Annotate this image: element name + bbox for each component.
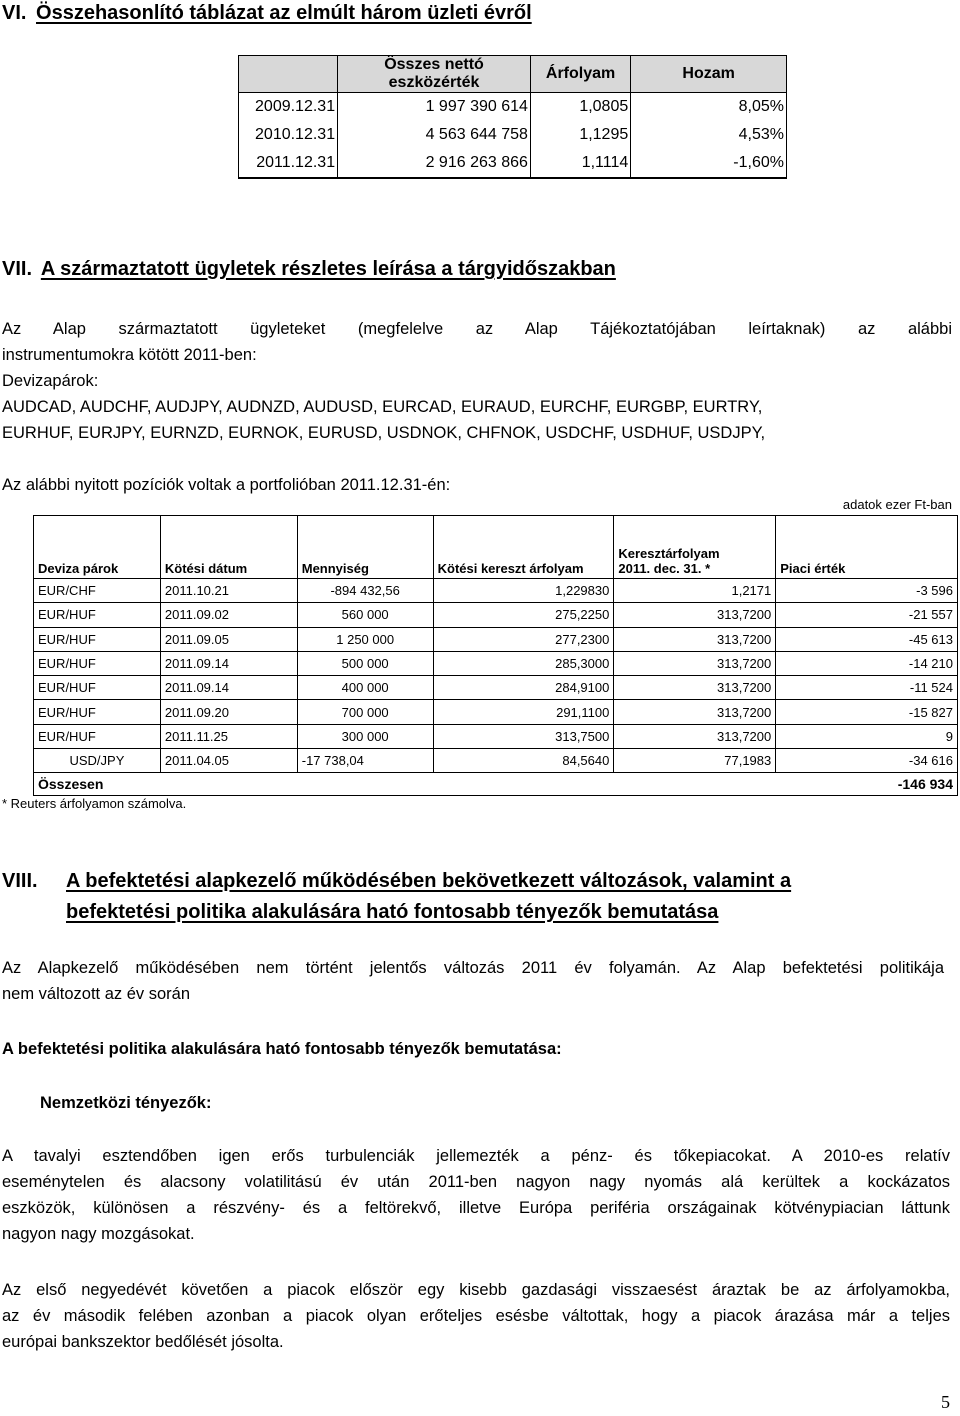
table-row [34, 700, 958, 724]
table-cell: 2011.11.25 [160, 724, 297, 748]
table-cell: 4,53% [631, 121, 787, 149]
table-header-cell: Piaci érték [780, 561, 846, 576]
table-header-cell: Hozam [631, 56, 787, 93]
table-header-cell: Mennyiség [297, 516, 433, 579]
table-cell: 313,7500 [433, 724, 614, 748]
table-cell: 9 [776, 724, 958, 748]
total-row [34, 773, 958, 796]
table-cell: 2011.09.05 [160, 627, 297, 651]
annual-comparison-table [238, 55, 787, 179]
table-cell: 700 000 [297, 700, 433, 724]
currency-pairs-line-2: EURHUF, EURJPY, EURNZD, EURNOK, EURUSD, USDNOK, CHFNOK, USDCHF, USDHUF, USDJPY, [2, 424, 766, 442]
table-cell: -894 432,56 [297, 579, 433, 603]
table-cell: 300 000 [297, 724, 433, 748]
table-cell: 1 250 000 [297, 627, 433, 651]
table-cell: 313,7200 [614, 651, 776, 675]
total-label: Összesen [34, 773, 776, 796]
section-7-para-line-1: Az Alap származtatott ügyleteket (megfelelve az Alap Tájékoztatójában leírtaknak) az alábbi [2, 320, 952, 338]
table-cell: 1 997 390 614 [338, 93, 531, 122]
paragraph-line: eseménytelen és alacsony volatilitású év után 2011-ben nagyon nagy nyomás alá kerültek a kockázatos [2, 1173, 950, 1191]
table-cell: 2011.09.20 [160, 700, 297, 724]
open-positions-table [33, 515, 958, 796]
table-cell: EUR/HUF [34, 700, 161, 724]
section-8-title-line-2: befektetési politika alakulására ható fontosabb tényezők bemutatása [66, 901, 719, 923]
table-cell: -11 524 [776, 676, 958, 700]
table-footnote: * Reuters árfolyamon számolva. [2, 796, 187, 811]
table-cell: 285,3000 [433, 651, 614, 675]
table-cell: 2011.09.14 [160, 651, 297, 675]
table-header-row [34, 516, 958, 579]
section-6-number: VI. [2, 2, 27, 24]
table-row [34, 651, 958, 675]
devizaparok-label: Devizapárok: [2, 372, 99, 390]
section-8-para-1-line-1: Az Alapkezelő működésében nem történt jelentős változás 2011 év folyamán. Az Alap befektetési politikája [2, 959, 944, 977]
table-cell: 2011.04.05 [160, 749, 297, 773]
table-cell: EUR/HUF [34, 676, 161, 700]
table-cell: 2 916 263 866 [338, 149, 531, 178]
subheading: A befektetési politika alakulására ható fontosabb tényezők bemutatása: [2, 1040, 562, 1058]
header-line: Keresztárfolyam [618, 546, 720, 561]
table-cell: 84,5640 [433, 749, 614, 773]
table-cell: 400 000 [297, 676, 433, 700]
table-cell: -17 738,04 [297, 749, 433, 773]
table-row [239, 121, 787, 149]
table-cell: 313,7200 [614, 603, 776, 627]
table-cell: 313,7200 [614, 724, 776, 748]
table-cell: 2011.12.31 [239, 149, 338, 178]
table-cell: 1,229830 [433, 579, 614, 603]
table-cell: 500 000 [297, 651, 433, 675]
section-8-para-1-line-2: nem változott az év során [2, 985, 191, 1003]
table-cell: 291,1100 [433, 700, 614, 724]
table-cell: -15 827 [776, 700, 958, 724]
header-line: 2011. dec. 31. * [618, 561, 711, 576]
table-cell: 2010.12.31 [239, 121, 338, 149]
table-cell: -34 616 [776, 749, 958, 773]
table-cell: -1,60% [631, 149, 787, 178]
currency-pairs-line-1: AUDCAD, AUDCHF, AUDJPY, AUDNZD, AUDUSD, EURCAD, EURAUD, EURCHF, EURGBP, EURTRY, [2, 398, 763, 416]
paragraph-line: nagyon nagy mozgásokat. [2, 1225, 195, 1243]
table-header-cell: Összes nettó eszközérték [338, 56, 531, 93]
table-row [34, 603, 958, 627]
page-number: 5 [941, 1392, 950, 1412]
table-cell: 275,2250 [433, 603, 614, 627]
paragraph-line: Az első negyedévét követően a piacok először egy kisebb gazdasági visszaesést áraztak be az árfolyamokba, [2, 1281, 950, 1299]
table-header-cell: Kötési kereszt árfolyam [433, 516, 614, 579]
paragraph-line: eszközök, különösen a részvény- és a feltörekvő, illetve Európa periféria országainak kötvénypiacian láttunk [2, 1199, 950, 1217]
table-header-cell [239, 56, 338, 93]
table-cell: 1,2171 [614, 579, 776, 603]
table-cell: 4 563 644 758 [338, 121, 531, 149]
table-row [34, 749, 958, 773]
table-row [239, 149, 787, 178]
table-row [34, 579, 958, 603]
table-header-cell [614, 516, 776, 579]
table-cell: 8,05% [631, 93, 787, 122]
table-row [34, 676, 958, 700]
table-cell: -3 596 [776, 579, 958, 603]
table-cell: 1,0805 [530, 93, 630, 122]
table-cell: EUR/HUF [34, 603, 161, 627]
table-cell: -14 210 [776, 651, 958, 675]
table-header-cell: Kötési dátum [160, 516, 297, 579]
table-cell: 560 000 [297, 603, 433, 627]
total-value: -146 934 [776, 773, 958, 796]
table-cell: 284,9100 [433, 676, 614, 700]
open-positions-text: Az alábbi nyitott pozíciók voltak a portfolióban 2011.12.31-én: [2, 476, 451, 494]
table-cell: EUR/HUF [34, 651, 161, 675]
table-cell: 2011.09.14 [160, 676, 297, 700]
table-header-cell: Deviza párok [34, 516, 161, 579]
paragraph-line: A tavalyi esztendőben igen erős turbulenciák jellemezték a pénz- és tőkepiacokat. A 2010-es relatív [2, 1147, 950, 1165]
table-header-cell: Árfolyam [530, 56, 630, 93]
units-note: adatok ezer Ft-ban [842, 497, 952, 512]
table-cell: USD/JPY [34, 749, 161, 773]
table-cell: 2009.12.31 [239, 93, 338, 122]
section-8-title-line-1: A befektetési alapkezelő működésében bekövetkezett változások, valamint a [66, 870, 792, 892]
section-6-heading [2, 2, 532, 25]
table-cell: 313,7200 [614, 676, 776, 700]
section-7-title: A származtatott ügyletek részletes leírása a tárgyidőszakban [40, 258, 616, 280]
table-row [34, 724, 958, 748]
subsubheading: Nemzetközi tényezők: [40, 1094, 212, 1112]
table-cell: -45 613 [776, 627, 958, 651]
table-header-row [239, 56, 787, 93]
table-cell: 2011.09.02 [160, 603, 297, 627]
table-cell: 1,1114 [530, 149, 630, 178]
table-row [239, 93, 787, 122]
table-cell: 2011.10.21 [160, 579, 297, 603]
section-6-title: Összehasonlító táblázat az elmúlt három üzleti évről [36, 2, 532, 24]
paragraph-line: európai bankszektor bedőlését jósolta. [2, 1333, 284, 1351]
table-cell: EUR/HUF [34, 627, 161, 651]
table-cell: EUR/CHF [34, 579, 161, 603]
section-7-number: VII. [2, 258, 33, 280]
table-cell: 1,1295 [530, 121, 630, 149]
section-7-heading [2, 258, 616, 281]
table-cell: EUR/HUF [34, 724, 161, 748]
table-cell: -21 557 [776, 603, 958, 627]
table-row [34, 627, 958, 651]
table-cell: 277,2300 [433, 627, 614, 651]
section-7-para-line-2: instrumentumokra kötött 2011-ben: [2, 346, 257, 364]
table-cell: 313,7200 [614, 627, 776, 651]
section-8-number: VIII. [2, 870, 38, 892]
paragraph-line: az év második felében azonban a piacok olyan erőteljes esésbe váltottak, hogy a piacok árazása már a teljes [2, 1307, 950, 1325]
table-cell: 77,1983 [614, 749, 776, 773]
table-cell: 313,7200 [614, 700, 776, 724]
